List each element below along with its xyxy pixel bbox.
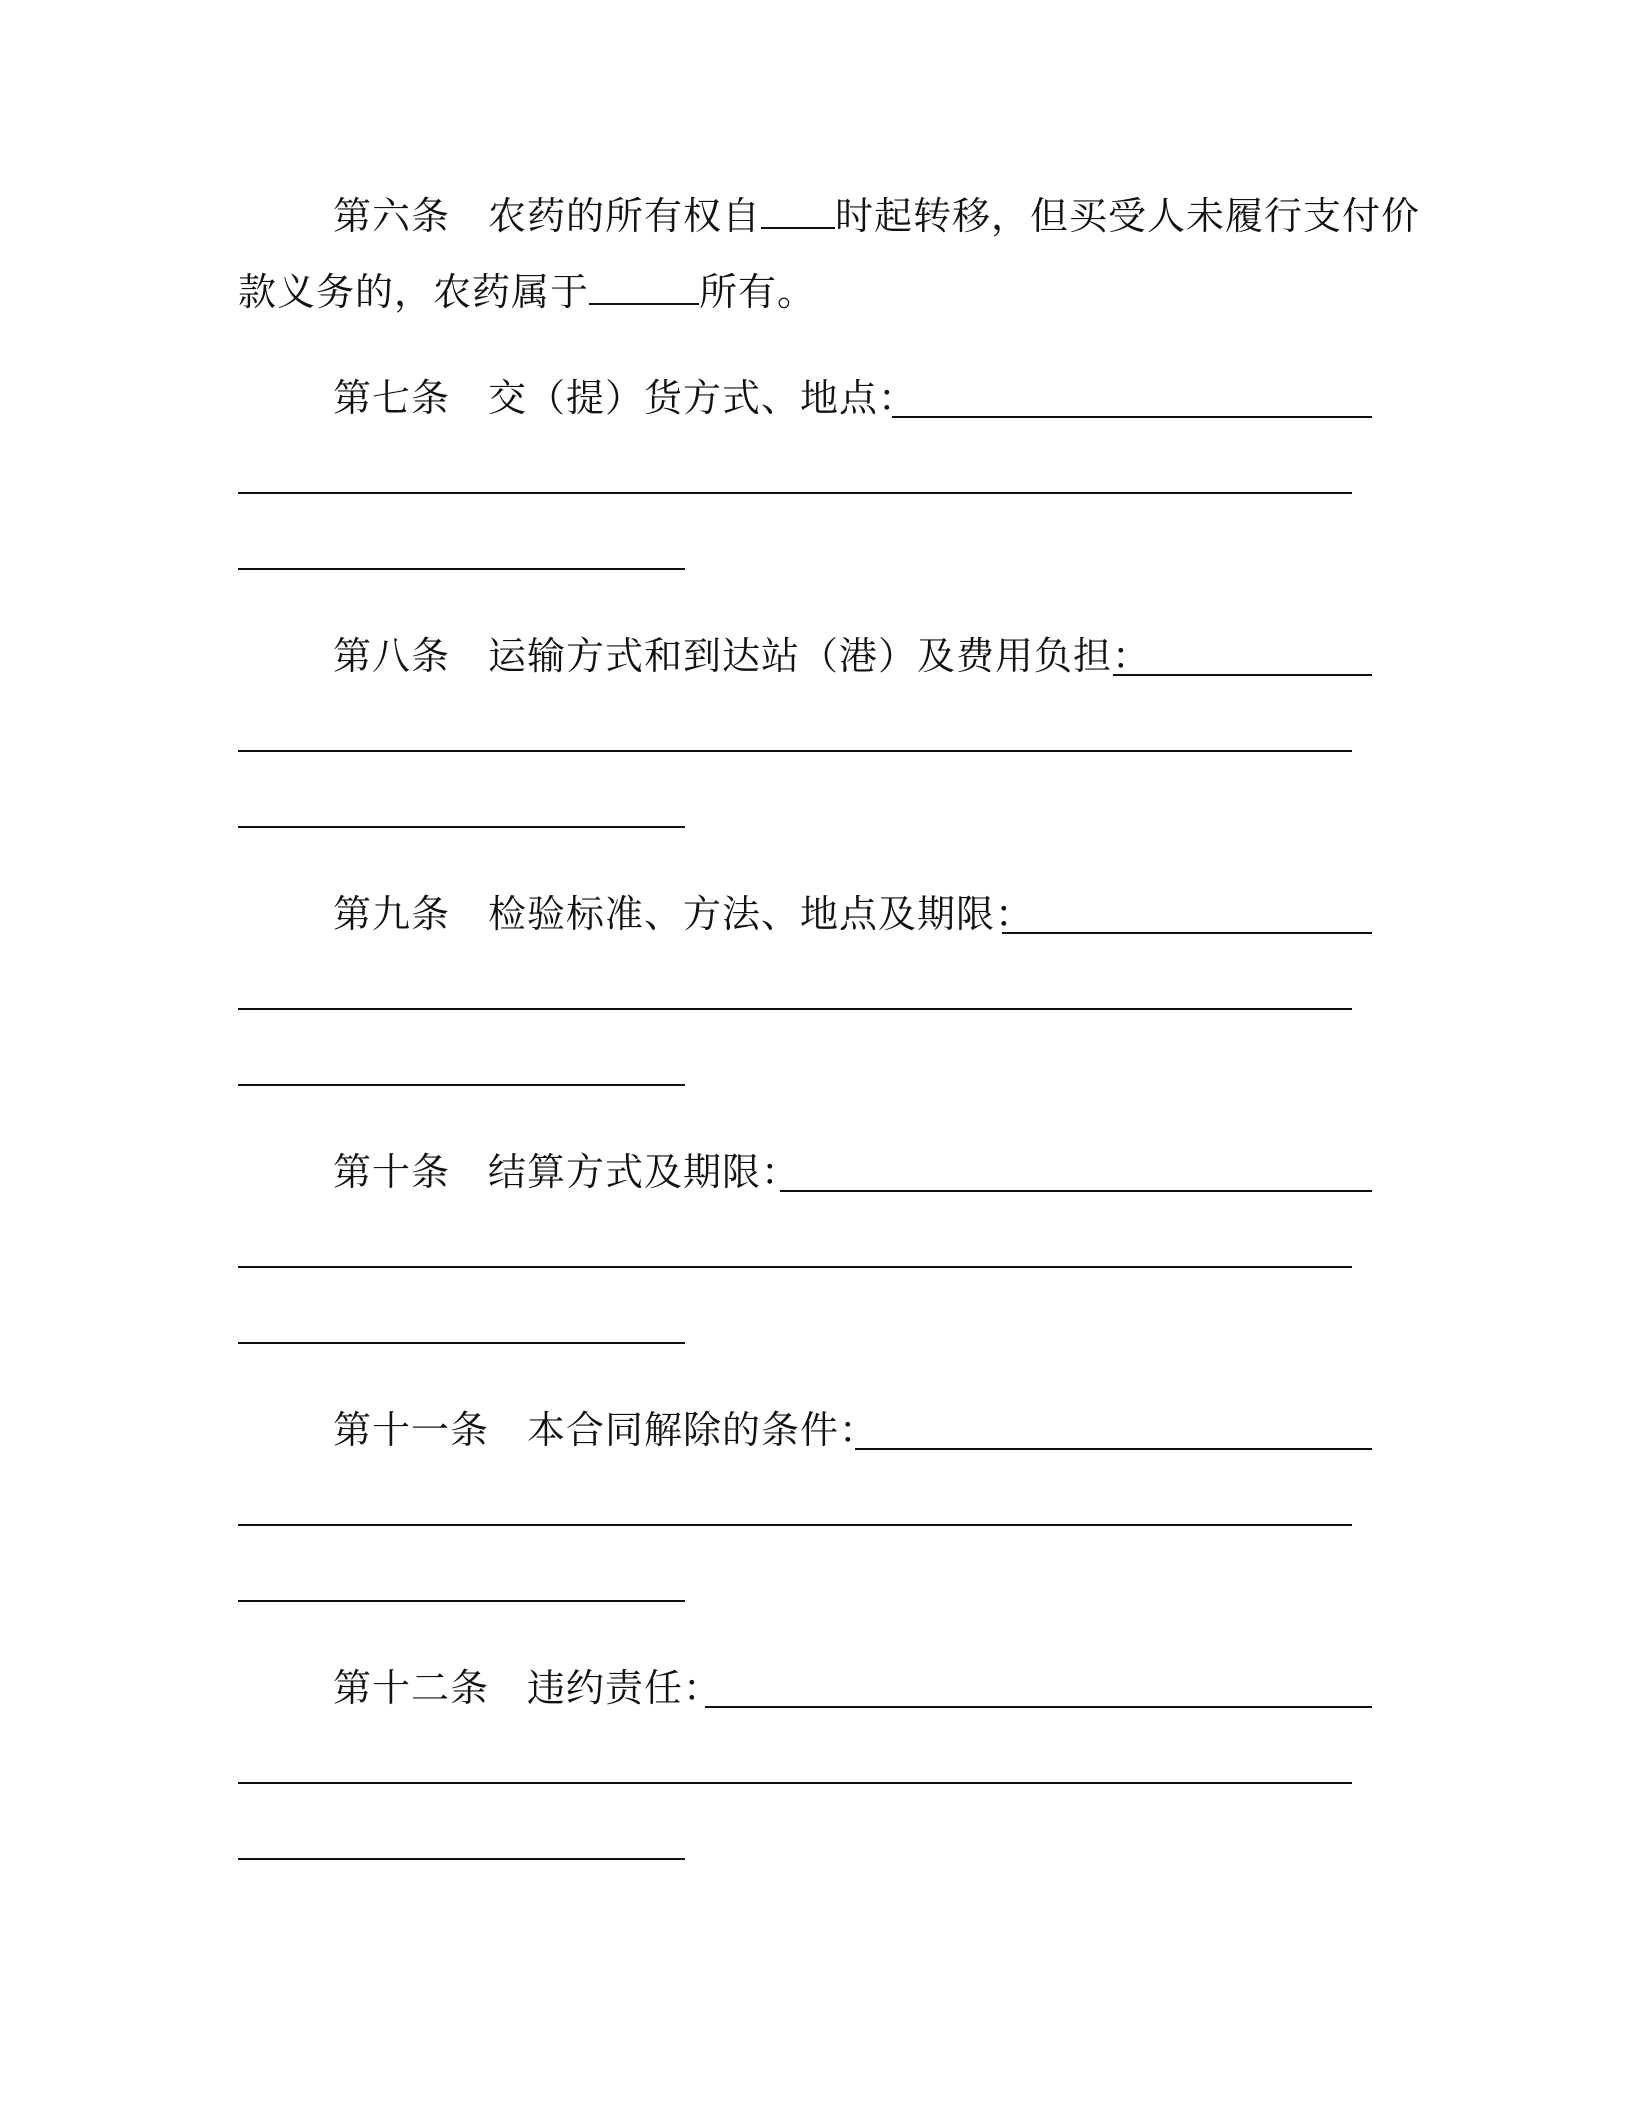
article-10-blank-line-2[interactable] xyxy=(238,1266,1352,1268)
article-12-text: 违约责任： xyxy=(527,1666,723,1710)
article-12-line xyxy=(333,1664,722,1712)
article-12-blank-line-2[interactable] xyxy=(238,1782,1352,1784)
article-9-blank-line-3[interactable] xyxy=(238,1084,685,1086)
article-11-blank-line-1[interactable] xyxy=(855,1448,1372,1450)
article-9-blank-line-2[interactable] xyxy=(238,1008,1352,1010)
article-6-text-d: 所有。 xyxy=(699,270,817,314)
article-11-blank-line-2[interactable] xyxy=(238,1524,1352,1526)
article-6-blank-2[interactable] xyxy=(589,269,699,305)
article-8-heading: 第八条 xyxy=(333,634,451,678)
article-6-line-2 xyxy=(238,268,816,316)
article-8-blank-line-1[interactable] xyxy=(1113,674,1372,676)
article-10-text: 结算方式及期限： xyxy=(488,1150,801,1194)
article-11-text: 本合同解除的条件： xyxy=(527,1408,879,1452)
article-11-blank-line-3[interactable] xyxy=(238,1600,685,1602)
article-9-heading: 第九条 xyxy=(333,892,451,936)
article-8-blank-line-3[interactable] xyxy=(238,826,685,828)
article-9-blank-line-1[interactable] xyxy=(1002,932,1372,934)
article-11-line xyxy=(333,1406,878,1454)
article-12-heading: 第十二条 xyxy=(333,1666,490,1710)
article-6-text-b: 时起转移，但买受人未履行支付价 xyxy=(835,194,1421,238)
article-6-text-c: 款义务的，农药属于 xyxy=(238,270,590,314)
article-12-blank-line-1[interactable] xyxy=(705,1706,1372,1708)
article-6-heading: 第六条 xyxy=(333,194,451,238)
article-6-blank-1[interactable] xyxy=(761,193,835,229)
article-11-heading: 第十一条 xyxy=(333,1408,490,1452)
article-7-line xyxy=(333,374,917,422)
article-8-text: 运输方式和到达站（港）及费用负担： xyxy=(488,634,1152,678)
article-10-heading: 第十条 xyxy=(333,1150,451,1194)
article-10-blank-line-1[interactable] xyxy=(780,1190,1372,1192)
article-7-blank-line-3[interactable] xyxy=(238,568,685,570)
article-10-blank-line-3[interactable] xyxy=(238,1342,685,1344)
article-10-line xyxy=(333,1148,800,1196)
article-12-blank-line-3[interactable] xyxy=(238,1858,685,1860)
article-9-line xyxy=(333,890,1034,938)
article-7-blank-line-1[interactable] xyxy=(892,416,1372,418)
article-8-line xyxy=(333,632,1151,680)
article-7-blank-line-2[interactable] xyxy=(238,492,1352,494)
article-7-heading: 第七条 xyxy=(333,376,451,420)
article-7-text: 交（提）货方式、地点： xyxy=(488,376,918,420)
article-6-line-1 xyxy=(333,192,1420,240)
article-8-blank-line-2[interactable] xyxy=(238,750,1352,752)
article-6-text-a: 农药的所有权自 xyxy=(488,194,762,238)
article-9-text: 检验标准、方法、地点及期限： xyxy=(488,892,1035,936)
